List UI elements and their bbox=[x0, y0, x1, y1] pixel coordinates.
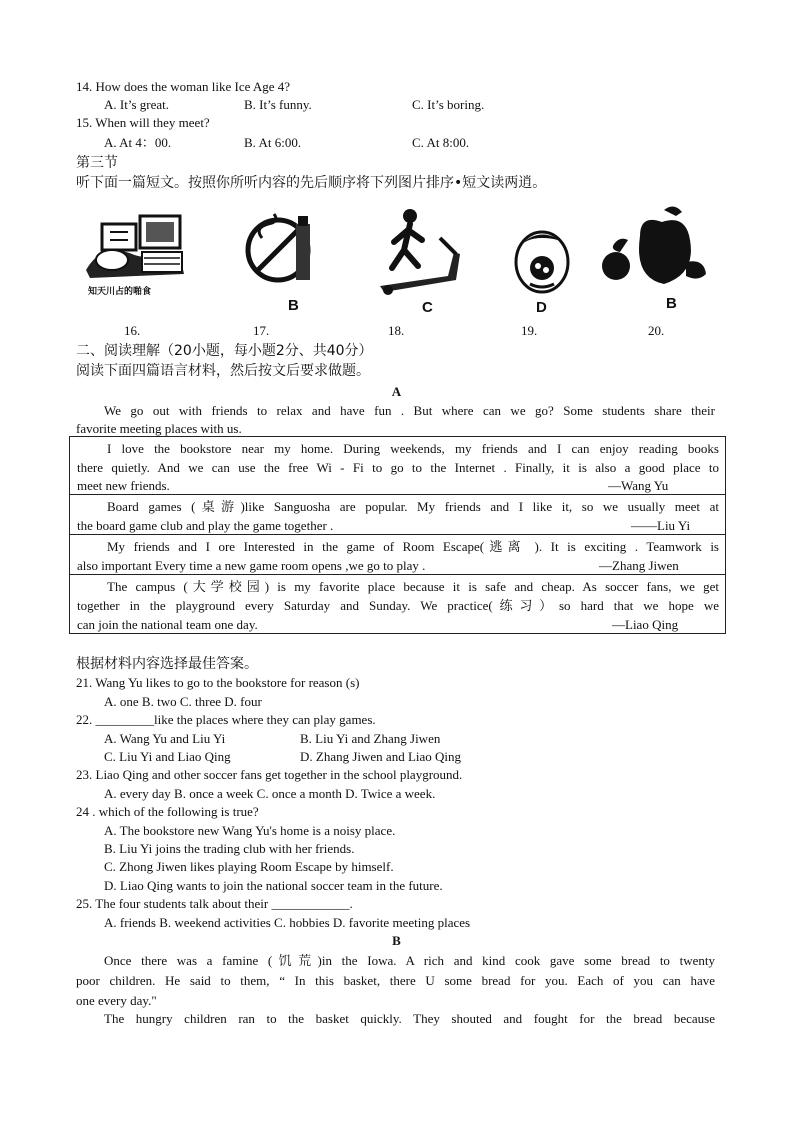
q22-option-b: B. Liu Yi and Zhang Jiwen bbox=[300, 731, 441, 746]
q22-stem: 22. _________like the places where they can play games. bbox=[76, 712, 376, 727]
q14-option-a: A. It’s great. bbox=[104, 97, 169, 112]
section3-instruction: 听下面一篇短文。按照你所听内容的先后顺序将下列图片排序•短文读两逍。 bbox=[76, 175, 547, 191]
q14-option-b: B. It’s funny. bbox=[244, 97, 312, 112]
row2-line1: Board games (桌游)like Sanguosha are popular. My friends and I like it, so we usually meet at bbox=[107, 499, 719, 514]
picture-number-17: 17. bbox=[253, 323, 270, 338]
meeting-places-table bbox=[69, 436, 726, 634]
table-row bbox=[70, 437, 725, 495]
picture-no-smoking bbox=[240, 208, 330, 318]
reading-part-title: 二、阅读理解（20小题，每小题2分、共40分） bbox=[76, 343, 373, 359]
table-row bbox=[70, 575, 725, 633]
q24-stem: 24 . which of the following is true? bbox=[76, 804, 259, 819]
row1-line2: there quietly. And we can use the free Wi - Fi to go to the Internet . Finally, it is also a good place to bbox=[77, 460, 719, 475]
picture-number-16: 16. bbox=[124, 323, 141, 338]
q15-option-b: B. At 6:00. bbox=[244, 135, 302, 150]
q23-options: A. every day B. once a week C. once a month D. Twice a week. bbox=[104, 786, 436, 801]
q15-option-a: A. At 4：00. bbox=[104, 135, 172, 150]
row1-line1: I love the bookstore near my home. During weekends, my friends and I can enjoy reading books bbox=[107, 441, 719, 456]
q24-option-a: A. The bookstore new Wang Yu's home is a noisy place. bbox=[104, 823, 396, 838]
picture-number-19: 19. bbox=[521, 323, 538, 338]
picture-number-18: 18. bbox=[388, 323, 405, 338]
reading-instruction: 阅读下面四篇语言材料，然后按文后要求做题。 bbox=[76, 363, 370, 379]
row2-line2: the board game club and play the game together . bbox=[77, 518, 334, 533]
row4-line3: can join the national team one day. bbox=[77, 617, 258, 632]
q23-stem: 23. Liao Qing and other soccer fans get together in the school playground. bbox=[76, 767, 463, 782]
q21-options: A. one B. two C. three D. four bbox=[104, 694, 262, 709]
picture-letter-b2: B bbox=[666, 295, 677, 312]
q14-stem: 14. How does the woman like Ice Age 4? bbox=[76, 79, 291, 94]
picture-caption: 知天川占的啪食 bbox=[88, 287, 152, 297]
passage-a-intro-line2: favorite meeting places with us. bbox=[76, 421, 242, 436]
q15-stem: 15. When will they meet? bbox=[76, 115, 210, 130]
passage-b-line2: poor children. He said to them, “ In this basket, there U some bread for you. Each of you can have bbox=[76, 973, 715, 988]
table-row bbox=[70, 495, 725, 535]
picture-letter-c: C bbox=[422, 299, 433, 316]
passage-b-line1: Once there was a famine (饥荒)in the Iowa. A rich and kind cook gave some bread to twenty bbox=[104, 953, 715, 968]
q24-option-b: B. Liu Yi joins the trading club with her friends. bbox=[104, 841, 355, 856]
q25-options: A. friends B. weekend activities C. hobbies D. favorite meeting places bbox=[104, 915, 471, 930]
row3-line2: also important Every time a new game room opens ,we go to play . bbox=[77, 558, 426, 573]
picture-letter-b1: B bbox=[288, 297, 299, 314]
row4-line2: together in the playground every Saturday and Sunday. We practice(练习）so hard that we hope we bbox=[77, 598, 719, 613]
row1-line3: meet new friends. bbox=[77, 478, 170, 493]
picture-fruit bbox=[600, 200, 712, 316]
q24-option-c: C. Zhong Jiwen likes playing Room Escape by himself. bbox=[104, 859, 394, 874]
q25-stem: 25. The four students talk about their ____________. bbox=[76, 896, 353, 911]
picture-number-20: 20. bbox=[648, 323, 665, 338]
q15-option-c: C. At 8:00. bbox=[412, 135, 470, 150]
row4-line1: The campus (大学校园) is my favorite place because it is safe and cheap. As soccer fans, we get bbox=[107, 579, 719, 594]
choose-instruction: 根据材料内容选择最佳答案。 bbox=[76, 656, 258, 672]
row2-signature: ——Liu Yi bbox=[631, 518, 691, 533]
passage-b-line4: The hungry children ran to the basket quickly. They shouted and fought for the bread because bbox=[104, 1011, 715, 1026]
picture-tv-dinner bbox=[82, 212, 192, 302]
picture-letter-d: D bbox=[536, 299, 547, 316]
q14-option-c: C. It’s boring. bbox=[412, 97, 485, 112]
section3-title: 第三节 bbox=[76, 155, 118, 171]
q22-option-c: C. Liu Yi and Liao Qing bbox=[104, 749, 231, 764]
q22-option-a: A. Wang Yu and Liu Yi bbox=[104, 731, 226, 746]
row4-signature: —Liao Qing bbox=[612, 617, 679, 632]
row3-line1: My friends and I ore Interested in the game of Room Escape(逃离 ). It is exciting . Teamwork is bbox=[107, 539, 719, 554]
passage-b-line3: one every day." bbox=[76, 993, 157, 1008]
row3-signature: —Zhang Jiwen bbox=[599, 558, 679, 573]
passage-a-intro-line1: We go out with friends to relax and have fun . But where can we go? Some students share their bbox=[104, 403, 715, 418]
picture-head bbox=[510, 224, 580, 316]
q21-stem: 21. Wang Yu likes to go to the bookstore for reason (s) bbox=[76, 675, 360, 690]
row1-signature: —Wang Yu bbox=[608, 478, 669, 493]
picture-treadmill bbox=[374, 206, 470, 318]
q24-option-d: D. Liao Qing wants to join the national soccer team in the future. bbox=[104, 878, 443, 893]
table-row bbox=[70, 535, 725, 575]
q22-option-d: D. Zhang Jiwen and Liao Qing bbox=[300, 749, 462, 764]
passage-b-label: B bbox=[392, 933, 401, 948]
passage-a-label: A bbox=[391, 384, 402, 399]
